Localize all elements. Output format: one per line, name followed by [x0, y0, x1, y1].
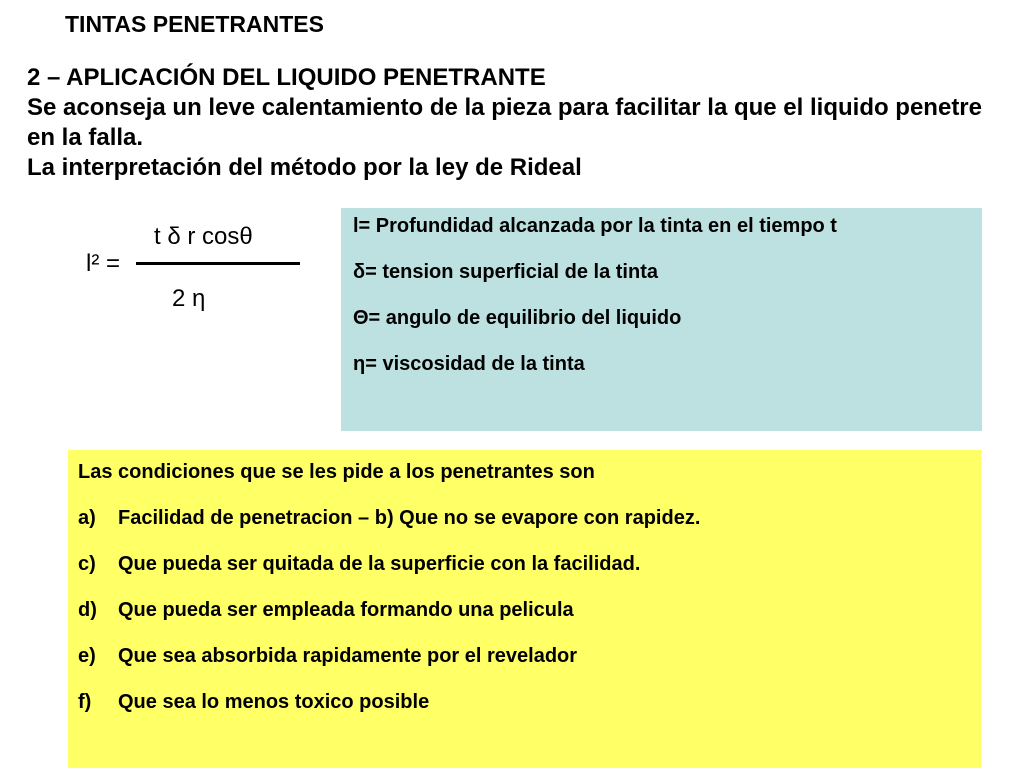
- formula-lhs: l² =: [86, 250, 121, 277]
- formula-numerator: t δ r cosθ: [154, 223, 253, 250]
- variable-legend-box: [341, 208, 982, 431]
- section-heading: 2 – APLICACIÓN DEL LIQUIDO PENETRANTE: [27, 64, 546, 91]
- intro-section: [27, 63, 1007, 183]
- condition-text: Que sea lo menos toxico posible: [118, 691, 430, 713]
- condition-marker: c): [78, 553, 96, 575]
- condition-text: Que pueda ser empleada formando una pelicula: [118, 599, 574, 621]
- legend-item: η= viscosidad de la tinta: [353, 353, 585, 375]
- interpretation-heading: La interpretación del método por la ley de Rideal: [27, 154, 582, 181]
- legend-item: Θ= angulo de equilibrio del liquido: [353, 307, 682, 329]
- formula-denominator: 2 η: [172, 285, 206, 312]
- condition-item: [78, 551, 981, 597]
- slide-title: TINTAS PENETRANTES: [65, 11, 324, 37]
- condition-marker: d): [78, 599, 97, 621]
- conditions-heading: Las condiciones que se les pide a los penetrantes son: [78, 461, 595, 483]
- condition-item: [78, 689, 981, 735]
- condition-item: [78, 505, 981, 551]
- rideal-formula: [80, 215, 320, 325]
- condition-item: [78, 597, 981, 643]
- legend-item: l= Profundidad alcanzada por la tinta en el tiempo t: [353, 215, 837, 237]
- intro-paragraph: Se aconseja un leve calentamiento de la pieza para facilitar la que el liquido penetre en la falla.: [27, 94, 982, 151]
- fraction-bar: [136, 262, 300, 265]
- condition-marker: f): [78, 691, 92, 713]
- condition-marker: a): [78, 507, 96, 529]
- condition-text: Facilidad de penetracion – b) Que no se evapore con rapidez.: [118, 507, 701, 529]
- conditions-box: [68, 450, 981, 768]
- condition-text: Que sea absorbida rapidamente por el revelador: [118, 645, 578, 667]
- condition-marker: e): [78, 645, 96, 667]
- condition-text: Que pueda ser quitada de la superficie con la facilidad.: [118, 553, 641, 575]
- legend-item: δ= tension superficial de la tinta: [353, 261, 658, 283]
- condition-item: [78, 643, 981, 689]
